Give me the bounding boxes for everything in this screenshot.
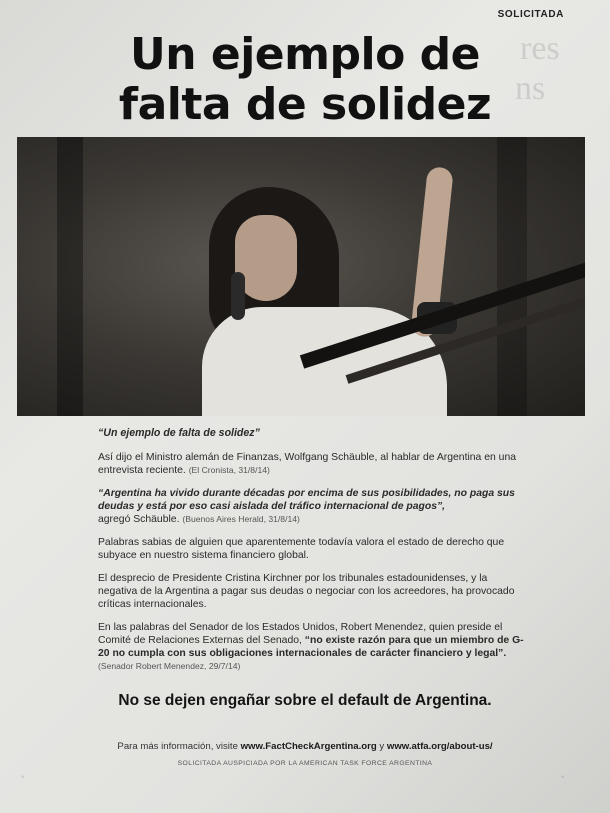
schauble-quote: “Argentina ha vivido durante décadas por encima de sus posibilidades, no paga sus deudas y está por eso casi aislada del tráfico internacional de pagos”, (98, 488, 515, 512)
citation: (Senador Robert Menendez, 29/7/14) (98, 661, 241, 671)
paragraph-2-text: agregó Schäuble. (98, 514, 180, 525)
lead-photo (17, 137, 585, 416)
section-tag: SOLICITADA (497, 9, 564, 20)
paragraph-1 (98, 451, 528, 477)
quote-title: “Un ejemplo de falta de solidez” (98, 427, 260, 439)
paragraph-5-text: En las palabras del Senador de los Estados Unidos, Robert Menendez, quien preside el Comité de Relaciones Externas del Senado, (98, 622, 503, 646)
paragraph-3: Palabras sabias de alguien que aparentemente todavía valora el estado de derecho que subyace en nuestro sistema financiero global. (98, 537, 505, 561)
tagline: No se dejen engañar sobre el default de Argentina. (118, 692, 492, 709)
more-info-line (0, 741, 610, 752)
bleed-through-text: ns (515, 70, 546, 107)
paragraph-4: El desprecio de Presidente Cristina Kirchner por los tribunales estadounidenses, y la negativa de la Argentina a pagar sus deudas o negociar con los acreedores, ha provocado críticas internacionales. (98, 573, 515, 610)
bleed-through-text: . (560, 758, 566, 783)
paragraph-5 (98, 621, 528, 673)
headline-line-2: falta de solidez (118, 79, 492, 130)
sponsor-line: SOLICITADA AUSPICIADA POR LA AMERICAN TASK FORCE ARGENTINA (177, 760, 433, 767)
more-info-joiner: y (379, 741, 385, 752)
bleed-through-text: res (520, 30, 560, 67)
atfa-link: www.atfa.org/about-us/ (386, 741, 493, 752)
paragraph-2 (98, 487, 528, 526)
headline-line-1: Un ejemplo de (130, 29, 480, 80)
photo-pillar (497, 137, 527, 416)
article-body (98, 427, 528, 683)
menendez-quote: “no existe razón para que un miembro de G-20 no cumpla con sus obligaciones internacionales de carácter financiero y legal”. (98, 635, 524, 659)
microphone-icon (231, 272, 245, 320)
more-info-prefix: Para más información, visite (117, 741, 238, 752)
bleed-through-text: . (20, 758, 26, 783)
citation: (El Cronista, 31/8/14) (188, 465, 270, 475)
photo-pillar (57, 137, 83, 416)
paragraph-1-text: Así dijo el Ministro alemán de Finanzas, Wolfgang Schäuble, al hablar de Argentina en una entrevista reciente. (98, 452, 516, 476)
citation: (Buenos Aires Herald, 31/8/14) (182, 514, 300, 524)
factcheck-link: www.FactCheckArgentina.org (240, 741, 377, 752)
